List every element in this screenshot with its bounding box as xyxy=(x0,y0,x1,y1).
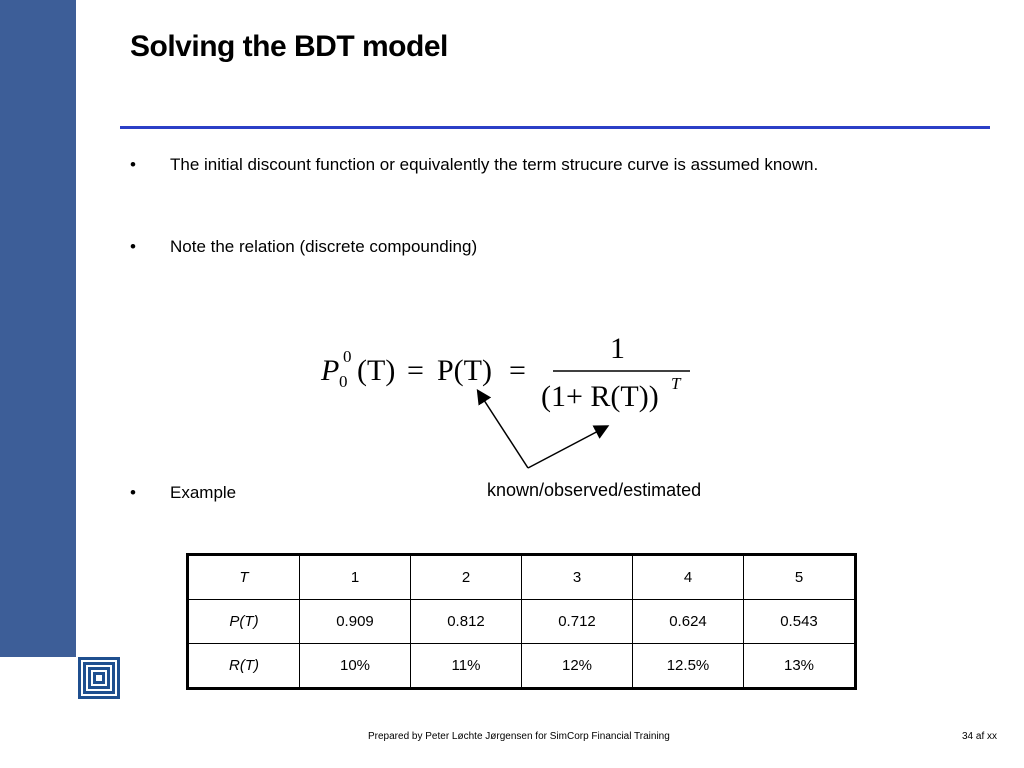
formula-exponent: T xyxy=(671,374,681,393)
formula-denominator: (1+ R(T)) xyxy=(541,380,659,413)
title-divider xyxy=(120,126,990,129)
bullet-item-3: • Example xyxy=(130,483,237,502)
formula-mid: P(T) xyxy=(437,354,492,387)
formula-eq-2: = xyxy=(509,354,526,387)
sidebar-band xyxy=(0,0,76,657)
bullet-item-2: • Note the relation (discrete compounding) xyxy=(130,237,478,256)
footer-credit: Prepared by Peter Løchte Jørgensen for SimCorp Financial Training xyxy=(368,731,670,742)
table-cell: 0.909 xyxy=(300,600,411,644)
example-table xyxy=(186,553,857,690)
table-cell: 5 xyxy=(744,555,856,600)
table-row xyxy=(188,555,856,600)
table-cell: 12.5% xyxy=(633,644,744,689)
bullet-item-1: • The initial discount function or equivalently the term strucure curve is assumed known. xyxy=(130,155,819,174)
bullet-text-3: Example xyxy=(170,483,237,502)
formula-annotation: known/observed/estimated xyxy=(487,480,702,500)
table-cell: 12% xyxy=(522,644,633,689)
formula-numerator: 1 xyxy=(610,332,625,365)
table-cell: 3 xyxy=(522,555,633,600)
slide-title: Solving the BDT model xyxy=(130,30,448,63)
table-cell: 1 xyxy=(300,555,411,600)
formula-lhs-sub: 0 xyxy=(339,372,348,391)
table-cell: 0.624 xyxy=(633,600,744,644)
logo-icon xyxy=(78,657,120,699)
table-cell: 0.712 xyxy=(522,600,633,644)
formula-lhs-sup: 0 xyxy=(343,347,352,366)
table-cell: 4 xyxy=(633,555,744,600)
table-cell: 0.543 xyxy=(744,600,856,644)
table-row xyxy=(188,600,856,644)
formula-eq-1: = xyxy=(407,354,424,387)
formula-lhs-p: P xyxy=(321,354,340,387)
table-cell: 11% xyxy=(411,644,522,689)
table-cell: P(T) xyxy=(188,600,300,644)
page-number: 34 af xx xyxy=(962,731,998,742)
table-cell: 0.812 xyxy=(411,600,522,644)
table-cell: T xyxy=(188,555,300,600)
bullet-text-2: Note the relation (discrete compounding) xyxy=(170,237,478,256)
table-cell: 2 xyxy=(411,555,522,600)
table-cell: 10% xyxy=(300,644,411,689)
formula-lhs-arg: (T) xyxy=(357,354,396,387)
annotation-arrows xyxy=(460,380,630,480)
table-cell: R(T) xyxy=(188,644,300,689)
table-row xyxy=(188,644,856,689)
bullet-text-1: The initial discount function or equivalently the term strucure curve is assumed known. xyxy=(170,155,819,174)
table-cell: 13% xyxy=(744,644,856,689)
